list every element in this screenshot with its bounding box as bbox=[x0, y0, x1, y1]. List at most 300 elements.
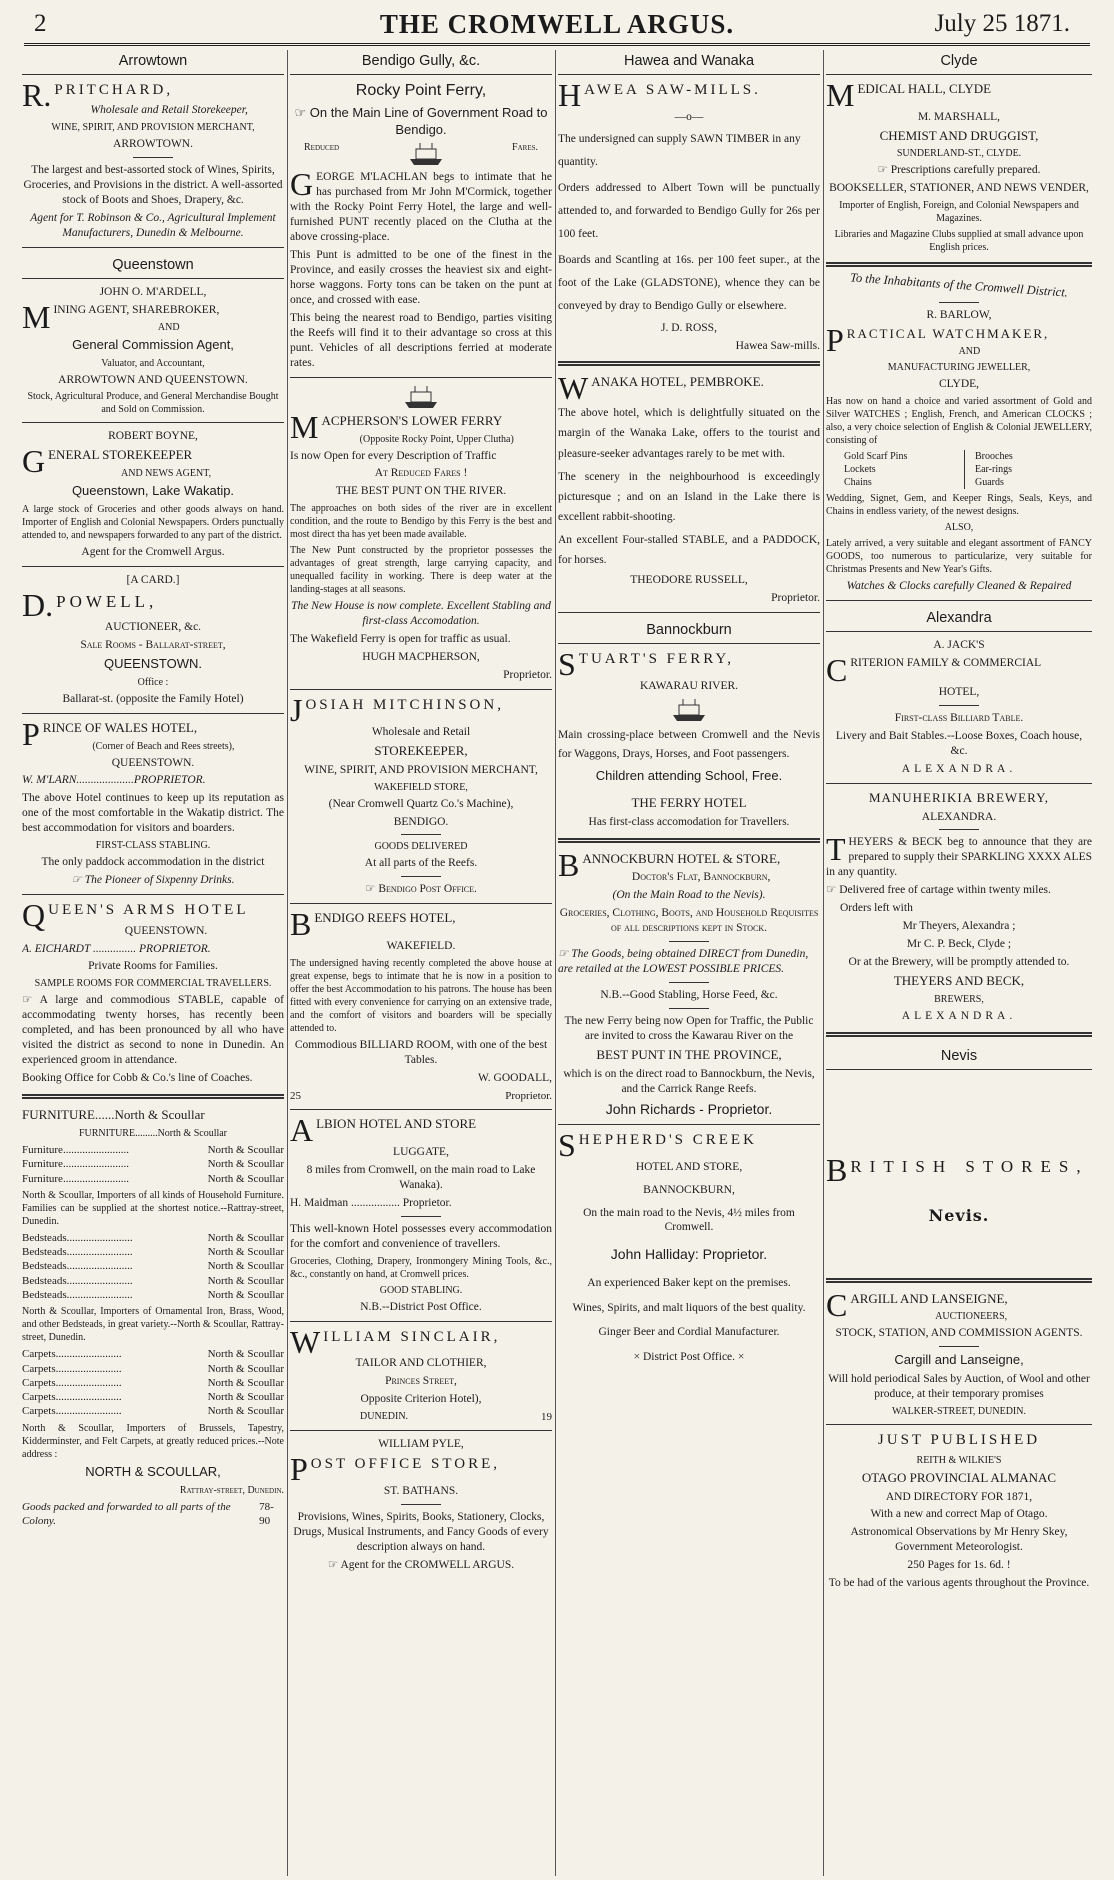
ad-line: THE BEST PUNT ON THE RIVER. bbox=[335, 485, 507, 498]
ad-line: The New House is now complete. Excellent Stabling and first-class Accomodation. bbox=[291, 600, 551, 628]
section-heading-clyde: Clyde bbox=[826, 50, 1092, 75]
item-label: Bedsteads bbox=[22, 1260, 67, 1273]
ad-line: GOODS DELIVERED bbox=[374, 841, 468, 853]
ad-line: Children attending School, Free. bbox=[595, 767, 783, 783]
price-row bbox=[22, 1404, 284, 1418]
divider bbox=[401, 1216, 441, 1217]
ad-line: Proprietor. bbox=[771, 592, 820, 605]
ad-line: WAKEFIELD. bbox=[386, 940, 456, 953]
issue-date: July 25 1871. bbox=[934, 10, 1070, 37]
column-divider bbox=[555, 50, 556, 1876]
leader-dots: ........................ bbox=[55, 1376, 122, 1389]
ad-line: Livery and Bait Stables.--Loose Boxes, Coach house, &c. bbox=[835, 729, 1083, 757]
ad-body: Main crossing-place between Cromwell and the Nevis for Waggons, Drays, Horses, and Foot passengers. bbox=[558, 728, 820, 761]
ad-line: Office : bbox=[137, 676, 169, 688]
carpets-list bbox=[22, 1347, 284, 1418]
drop-cap: P bbox=[22, 715, 40, 752]
list-item: Lockets bbox=[844, 464, 876, 476]
drop-cap: R. bbox=[22, 76, 52, 113]
ad-title: Rocky Point Ferry, bbox=[355, 81, 487, 99]
separator bbox=[558, 1124, 820, 1125]
ad-line: Queenstown, Lake Wakatip. bbox=[71, 483, 235, 499]
ad-body: The New Punt constructed by the proprietor possesses the advantages of great strength, large carrying capacity, and unequalled facility in working. There is deep water at the landing-stages at all seasons. bbox=[290, 545, 552, 596]
separator bbox=[290, 377, 552, 378]
ad-line: TAILOR AND CLOTHIER, bbox=[355, 1357, 487, 1370]
ad-title: ANNOCKBURN HOTEL & STORE, bbox=[582, 850, 781, 866]
ad-line: STOREKEEPER, bbox=[374, 742, 468, 758]
ad-title: RITERION FAMILY & COMMERCIAL bbox=[850, 657, 1042, 670]
drop-cap: P bbox=[826, 321, 844, 358]
newspaper-title: THE CROMWELL ARGUS. bbox=[379, 9, 735, 39]
column-bendigo bbox=[290, 50, 552, 1876]
leader-dots: ........................ bbox=[66, 1260, 133, 1273]
ad-body: The Wakefield Ferry is open for traffic as usual. bbox=[290, 633, 511, 646]
ad-line: Valuator, and Accountant, bbox=[101, 357, 205, 369]
ad-line: WINE, SPIRIT, AND PROVISION MERCHANT, bbox=[304, 763, 538, 776]
ad-title: POWELL, bbox=[56, 592, 158, 612]
ad-body: The undersigned can supply SAWN TIMBER in any quantity. bbox=[558, 132, 801, 168]
ad-line: SUNDERLAND-ST., CLYDE. bbox=[896, 148, 1022, 160]
ad-line: which is on the direct road to Bannockburn, the Nevis, and the Carrick Range Reefs. bbox=[563, 1067, 815, 1095]
ad-mcardell bbox=[22, 285, 284, 417]
ad-line: Has first-class accomodation for Travellers. bbox=[588, 815, 790, 828]
divider bbox=[669, 1008, 709, 1009]
ad-hawea-saw-mills bbox=[558, 76, 820, 354]
ad-line: M. MARSHALL, bbox=[917, 110, 1001, 123]
ad-line: Mr Theyers, Alexandra ; bbox=[902, 920, 1016, 933]
drop-cap: G bbox=[22, 443, 46, 480]
ad-title: RACTICAL WATCHMAKER, bbox=[846, 325, 1050, 341]
ad-line: LUGGATE, bbox=[393, 1146, 449, 1158]
separator bbox=[22, 566, 284, 567]
item-label: Carpets bbox=[22, 1362, 56, 1375]
ad-body: This being the nearest road to Bendigo, parties visiting the Reefs will find it to their advantage so cross at this punt. Vehicles of all descriptions ferried at moderate rates. bbox=[290, 311, 552, 369]
ad-medical-hall bbox=[826, 76, 1092, 255]
ad-title: EDICAL HALL, CLYDE bbox=[857, 80, 992, 96]
ad-line: W. GOODALL, bbox=[478, 1071, 552, 1084]
ad-line: FIRST-CLASS STABLING. bbox=[95, 840, 211, 852]
item-label: Furniture bbox=[22, 1143, 63, 1156]
ad-place: ARROWTOWN. bbox=[113, 138, 193, 151]
ad-line bbox=[290, 105, 552, 139]
price-row bbox=[22, 1245, 284, 1259]
ad-title: PRITCHARD, bbox=[54, 81, 174, 98]
ad-body: EORGE M'LACHLAN begs to intimate that he has purchased from Mr John M'Cormick, together with the Rocky Point Ferry Hotel, the large and well-furnished PUNT recently placed on the Clutha at the above crossing-place. bbox=[290, 171, 552, 244]
section-heading-bannockburn: Bannockburn bbox=[558, 619, 820, 644]
drop-cap: C bbox=[826, 652, 848, 689]
price-row bbox=[22, 1376, 284, 1390]
price-row bbox=[22, 1274, 284, 1288]
item-label: Carpets bbox=[22, 1391, 56, 1404]
ad-line: General Commission Agent, bbox=[72, 336, 234, 352]
item-firm: North & Scoullar bbox=[207, 1158, 284, 1171]
item-label: Bedsteads bbox=[22, 1289, 67, 1301]
drop-cap: B bbox=[290, 906, 312, 943]
ad-line: Booking Office for Cobb & Co.'s line of Coaches. bbox=[22, 1072, 253, 1085]
ad-script-heading: To the Inhabitants of the Cromwell District. bbox=[849, 270, 1069, 300]
ad-line: Cargill and Lanseigne, bbox=[894, 1352, 1024, 1368]
ad-line: Will hold periodical Sales by Auction, of Wool and other produce, at their temporary promises bbox=[828, 1373, 1090, 1401]
ad-just-published bbox=[826, 1431, 1092, 1591]
ad-number: 19 bbox=[541, 1411, 552, 1424]
divider bbox=[401, 1504, 441, 1505]
item-label: Bedsteads bbox=[22, 1231, 67, 1244]
ad-title: ENDIGO REEFS HOTEL, bbox=[314, 910, 456, 926]
list-item: Brooches bbox=[975, 451, 1013, 463]
drop-cap: M bbox=[290, 408, 319, 445]
separator bbox=[826, 1278, 1092, 1283]
ad-body: Boards and Scantling at 16s. per 100 feet super., at the foot of the Lake (GLADSTONE), whence they can be conveyed by dray to Bendigo Gully or elsewhere. bbox=[558, 253, 820, 312]
ad-bendigo-reefs-hotel bbox=[290, 906, 552, 1103]
ad-line: OST OFFICE STORE, bbox=[310, 1456, 501, 1473]
divider bbox=[401, 876, 441, 877]
divider bbox=[133, 157, 173, 158]
item-firm: North & Scoullar bbox=[207, 1289, 284, 1301]
separator bbox=[826, 600, 1092, 601]
ad-line: THE FERRY HOTEL bbox=[631, 794, 747, 810]
ad-line: Sale Rooms - Ballarat-street, bbox=[80, 638, 226, 651]
ad-body: The new Ferry being now Open for Traffic, the Public are invited to cross the Kawarau River on the bbox=[564, 1015, 814, 1042]
ad-line: N.B.--Good Stabling, Horse Feed, &c. bbox=[600, 989, 778, 1002]
ad-line: BREWERS, bbox=[934, 993, 984, 1005]
jewellery-list-left bbox=[844, 450, 965, 489]
drop-cap: J bbox=[290, 692, 303, 729]
pointing-hand-icon: ☞ bbox=[22, 994, 33, 1007]
ad-line: CHEMIST AND DRUGGIST, bbox=[879, 127, 1039, 143]
ad-mitchinson bbox=[290, 692, 552, 897]
bedsteads-list bbox=[22, 1231, 284, 1302]
drop-cap: G bbox=[290, 166, 314, 203]
ad-line: REITH & WILKIE'S bbox=[916, 1454, 1002, 1466]
price-row bbox=[22, 1259, 284, 1273]
pointing-hand-icon: ☞ bbox=[558, 948, 569, 961]
ad-tagline: The Pioneer of Sixpenny Drinks. bbox=[84, 874, 235, 887]
separator bbox=[558, 612, 820, 613]
ad-line: —o— bbox=[674, 110, 704, 123]
ad-line: At all parts of the Reefs. bbox=[364, 857, 478, 870]
ad-line: Private Rooms for Families. bbox=[88, 960, 218, 973]
ad-line: Rattray-street, Dunedin. bbox=[179, 1484, 284, 1496]
drop-cap: M bbox=[22, 298, 51, 335]
ad-line: The only paddock accommodation in the district bbox=[41, 856, 265, 869]
ad-william-pyle bbox=[290, 1437, 552, 1572]
price-row bbox=[22, 1390, 284, 1404]
ad-line: First-class Billiard Table. bbox=[894, 711, 1024, 724]
ad-body: North & Scoullar, Importers of all kinds of Household Furniture. Families can be supplied at the shortest notice.--Rattray-street, Dunedin. bbox=[22, 1189, 284, 1227]
ad-line: (Opposite Rocky Point, Upper Clutha) bbox=[359, 433, 514, 445]
item-label: Bedsteads bbox=[22, 1274, 67, 1287]
item-firm: North & Scoullar bbox=[207, 1348, 284, 1361]
ad-line: Or at the Brewery, will be promptly attended to. bbox=[848, 956, 1070, 968]
ad-line: AND DIRECTORY FOR 1871, bbox=[885, 1490, 1033, 1503]
leader-dots: ........................ bbox=[62, 1172, 129, 1185]
ad-line: QUEENSTOWN. bbox=[111, 756, 195, 769]
ad-line: BANNOCKBURN, bbox=[643, 1183, 735, 1196]
ad-line: AND bbox=[958, 346, 981, 358]
drop-cap: A bbox=[290, 1112, 314, 1149]
list-item: Gold Scarf Pins bbox=[844, 451, 908, 463]
ad-line: AUCTIONEERS, bbox=[935, 1311, 1008, 1323]
separator bbox=[826, 262, 1092, 267]
divider bbox=[939, 302, 979, 303]
ad-line: AND NEWS AGENT, bbox=[121, 468, 212, 480]
ad-line: OTAGO PROVINCIAL ALMANAC bbox=[861, 1469, 1057, 1485]
ad-line: At Reduced Fares ! bbox=[374, 467, 468, 480]
ad-line: BOOKSELLER, STATIONER, AND NEWS VENDER, bbox=[829, 182, 1089, 195]
ad-line bbox=[826, 883, 1092, 898]
ad-body bbox=[22, 993, 284, 1068]
ad-number: 78-90 bbox=[259, 1500, 274, 1527]
ad-line: THEODORE RUSSELL, bbox=[630, 574, 748, 587]
ad-line bbox=[22, 873, 284, 888]
leader-dots: ........................ bbox=[55, 1362, 122, 1375]
ad-title: FURNITURE.........North & Scoullar bbox=[78, 1127, 228, 1139]
ad-stuarts-ferry bbox=[558, 645, 820, 830]
ad-line: SAMPLE ROOMS FOR COMMERCIAL TRAVELLERS. bbox=[34, 978, 272, 990]
leader-dots: ........................ bbox=[62, 1158, 129, 1171]
separator bbox=[290, 689, 552, 690]
ad-title: ANAKA HOTEL, PEMBROKE. bbox=[591, 374, 764, 390]
ad-north-scoullar bbox=[22, 1107, 284, 1528]
ad-macpherson-ferry bbox=[290, 384, 552, 683]
pointing-hand-icon: ☞ bbox=[877, 164, 888, 177]
ad-cargill-lanseigne bbox=[826, 1286, 1092, 1419]
ad-boyne bbox=[22, 429, 284, 560]
item-label: Furniture bbox=[22, 1172, 63, 1185]
column-clyde-alexandra-nevis bbox=[826, 50, 1092, 1876]
separator bbox=[558, 838, 820, 843]
item-firm: North & Scoullar bbox=[207, 1172, 284, 1185]
ferry-icon bbox=[406, 141, 446, 167]
ad-line: Opposite Criterion Hotel), bbox=[360, 1393, 482, 1406]
ferry-icon bbox=[669, 697, 709, 723]
ad-body: North & Scoullar, Importers of Brussels, Tapestry, Kidderminster, and Felt Carpets, at greatly reduced prices.--Note address : bbox=[22, 1422, 284, 1460]
drop-cap: B bbox=[826, 1151, 848, 1188]
drop-cap: S bbox=[558, 645, 576, 682]
ad-title: RITISH STORES, bbox=[850, 1156, 1089, 1176]
ad-criterion-hotel bbox=[826, 638, 1092, 776]
ad-title: OSIAH MITCHINSON, bbox=[305, 697, 504, 714]
drop-cap: M bbox=[826, 76, 855, 113]
item-firm: North & Scoullar bbox=[207, 1391, 284, 1404]
ad-title: WILLIAM PYLE, bbox=[378, 1438, 464, 1451]
section-heading-bendigo: Bendigo Gully, &c. bbox=[290, 50, 552, 75]
drop-cap: H bbox=[558, 76, 582, 113]
ad-body: Groceries, Clothing, Drapery, Ironmongery Mining Tools, &c., &c., constantly on hand, at Cromwell prices. bbox=[290, 1255, 552, 1280]
jewellery-list-right bbox=[965, 450, 1013, 489]
ad-line: MANUFACTURING JEWELLER, bbox=[887, 362, 1031, 374]
pointing-hand-icon: ☞ bbox=[71, 874, 82, 887]
ad-body: An excellent Four-stalled STABLE, and a PADDOCK, for horses. bbox=[558, 534, 820, 567]
column-hawea-bannockburn bbox=[558, 50, 820, 1876]
leader-dots: ........................ bbox=[55, 1405, 122, 1418]
ad-line: HOTEL, bbox=[938, 685, 980, 698]
separator bbox=[290, 1109, 552, 1110]
section-heading-arrowtown: Arrowtown bbox=[22, 50, 284, 75]
pointing-hand-icon: ☞ bbox=[327, 1558, 339, 1571]
ad-line-text: Delivered free of cartage within twenty miles. bbox=[839, 884, 1051, 897]
ad-title: RINCE OF WALES HOTEL, bbox=[42, 719, 198, 735]
ad-line: ST. BATHANS. bbox=[383, 1485, 459, 1498]
price-row bbox=[22, 1288, 284, 1302]
item-firm: North & Scoullar bbox=[207, 1143, 284, 1156]
ad-body: A large stock of Groceries and other goods always on hand. Importer of English and Colonial Newspapers. Orders punctually attended to, and newspapers forwarded to any part of the district. bbox=[22, 504, 284, 542]
ferry-icon bbox=[401, 384, 441, 410]
ad-title: UEEN'S ARMS HOTEL bbox=[48, 902, 249, 919]
ad-subtitle: On the Main Line of Government Road to Bendigo. bbox=[309, 104, 548, 137]
ad-line: On the main road to the Nevis, 4½ miles from Cromwell. bbox=[583, 1206, 795, 1234]
ad-line: Importer of English, Foreign, and Colonial Newspapers and Magazines. bbox=[839, 200, 1079, 225]
ad-line: Doctor's Flat, Bannockburn, bbox=[631, 871, 771, 884]
separator bbox=[290, 903, 552, 904]
ad-line: 8 miles from Cromwell, on the main road to Lake Wanaka). bbox=[306, 1163, 536, 1191]
divider bbox=[669, 982, 709, 983]
page-number: 2 bbox=[34, 10, 47, 37]
masthead bbox=[0, 0, 1114, 42]
leader-dots: ........................ bbox=[62, 1143, 129, 1156]
drop-cap: W bbox=[558, 370, 589, 407]
item-firm: North & Scoullar bbox=[207, 1362, 284, 1375]
ad-line: WINE, SPIRIT, AND PROVISION MERCHANT, bbox=[51, 122, 255, 134]
ad-body: Provisions, Wines, Spirits, Books, Stationery, Clocks, Drugs, Musical Instruments, and Fancy Goods of every description always on hand. bbox=[293, 1511, 549, 1554]
column-divider bbox=[287, 50, 288, 1876]
ad-body-text: A large and commodious STABLE, capable of accommodating twenty horses, has recently been completed, and has been pronounced by all who have visited the district as second to none in Dunedin. An experienced groom in attendance. bbox=[22, 994, 284, 1067]
ad-title: LBION HOTEL AND STORE bbox=[316, 1116, 477, 1132]
ad-line: GOOD STABLING. bbox=[379, 1284, 463, 1296]
divider bbox=[401, 834, 441, 835]
price-row bbox=[22, 1172, 284, 1186]
ad-line: (Near Cromwell Quartz Co.'s Machine), bbox=[328, 797, 514, 810]
ad-line: N.B.--District Post Office. bbox=[360, 1300, 482, 1313]
ad-line: Goods packed and forwarded to all parts of the Colony. bbox=[22, 1500, 231, 1527]
section-heading-queenstown: Queenstown bbox=[22, 254, 284, 279]
ad-body: The scenery in the neighbourhood is exceedingly picturesque ; and on an Island in the Lake there is excellent rabbit-shooting. bbox=[558, 470, 820, 523]
ad-line: Ginger Beer and Cordial Manufacturer. bbox=[598, 1326, 780, 1339]
ad-title: ACPHERSON'S LOWER FERRY bbox=[321, 412, 503, 428]
ad-body: The undersigned having recently completed the above house at great expense, begs to intimate that he is now in a position to offer the best Accommodation to his patrons. The house has been fitted with every convenience for carrying on an extensive trade, and the comfort of visitors and boarders will be specially attended to. bbox=[290, 958, 552, 1035]
ad-line-text: Bendigo Post Office. bbox=[378, 883, 477, 896]
ad-title: ROBERT BOYNE, bbox=[108, 430, 198, 443]
ad-line: Reduced bbox=[304, 142, 340, 154]
separator bbox=[22, 713, 284, 714]
ad-line: Is now Open for every Description of Traffic bbox=[290, 449, 497, 462]
drop-cap: T bbox=[826, 831, 846, 868]
ad-line: BEST PUNT IN THE PROVINCE, bbox=[596, 1046, 782, 1062]
ad-line: Princes Street, bbox=[385, 1375, 457, 1388]
ad-line: With a new and correct Map of Otago. bbox=[870, 1508, 1048, 1521]
item-firm: North & Scoullar bbox=[207, 1376, 284, 1389]
separator bbox=[22, 1094, 284, 1099]
separator bbox=[290, 1321, 552, 1322]
ad-title: HEPHERD'S CREEK bbox=[578, 1131, 757, 1148]
ad-label: [A CARD.] bbox=[126, 574, 180, 587]
item-firm: North & Scoullar bbox=[207, 1274, 284, 1287]
ad-body: Agent for T. Robinson & Co., Agricultural Implement Manufacturers, Dunedin & Melbourne. bbox=[30, 212, 276, 239]
ad-line: HOTEL AND STORE, bbox=[635, 1160, 743, 1173]
ad-subtitle: Wholesale and Retail Storekeeper, bbox=[90, 104, 248, 117]
ad-line: BENDIGO. bbox=[393, 815, 449, 828]
price-row bbox=[22, 1347, 284, 1361]
ad-line: ENERAL STOREKEEPER bbox=[48, 447, 193, 463]
ad-title: ARGILL AND LANSEIGNE, bbox=[850, 1290, 1008, 1306]
drop-cap: P bbox=[290, 1451, 308, 1488]
divider bbox=[939, 705, 979, 706]
ad-line: THEYERS AND BECK, bbox=[893, 972, 1025, 988]
drop-cap: D. bbox=[22, 587, 54, 624]
ad-body: The largest and best-assorted stock of Wines, Spirits, Groceries, and Provisions in the district. A well-assorted stock of Boots and Shoes, Drapery, &c. bbox=[23, 164, 283, 207]
ad-line-text: Agent for the CROMWELL ARGUS. bbox=[340, 1558, 515, 1571]
price-row bbox=[22, 1231, 284, 1245]
item-label: Furniture bbox=[22, 1158, 63, 1171]
ad-title: ILLIAM SINCLAIR, bbox=[323, 1328, 501, 1345]
ad-line: Nevis. bbox=[928, 1205, 990, 1225]
furniture-list bbox=[22, 1143, 284, 1186]
ad-body: The above Hotel continues to keep up its reputation as one of the most comfortable in the Wakatip district. The best accommodation for visitors and boarders. bbox=[22, 792, 284, 835]
ad-line-text: The Goods, being obtained DIRECT from Dunedin, are retailed at the LOWEST POSSIBLE PRICES. bbox=[558, 948, 809, 976]
drop-cap: Q bbox=[22, 897, 46, 934]
ad-line: × District Post Office. × bbox=[633, 1351, 745, 1364]
section-heading-hawea: Hawea and Wanaka bbox=[558, 50, 820, 75]
ad-line: Proprietor. bbox=[505, 1089, 552, 1102]
ad-title: TUART'S FERRY, bbox=[578, 650, 735, 667]
ad-line: STOCK, STATION, AND COMMISSION AGENTS. bbox=[835, 1327, 1083, 1340]
ad-line-text: Prescriptions carefully prepared. bbox=[890, 164, 1041, 177]
separator bbox=[22, 422, 284, 423]
ad-line: WALKER-STREET, DUNEDIN. bbox=[892, 1406, 1026, 1418]
leader-dots: ........................ bbox=[66, 1289, 133, 1301]
ad-line: HUGH MACPHERSON, bbox=[362, 651, 480, 664]
separator bbox=[22, 894, 284, 895]
ad-body: Agent for the Cromwell Argus. bbox=[81, 546, 225, 559]
ad-title: JUST PUBLISHED bbox=[877, 1432, 1041, 1449]
column-divider bbox=[823, 50, 824, 1876]
ad-line: Groceries, Clothing, Boots, and Household Requisites of all descriptions kept in Stock. bbox=[559, 907, 819, 935]
ad-title: MANUHERIKIA BREWERY, bbox=[868, 789, 1050, 805]
ad-line: Proprietor. bbox=[503, 669, 552, 682]
ad-queens-arms bbox=[22, 897, 284, 1086]
ad-body: HEYERS & BECK beg to announce that they are prepared to supply their SPARKLING XXXX ALES in any quantity. bbox=[826, 836, 1092, 879]
ad-line bbox=[290, 882, 552, 897]
ad-line: A. EICHARDT ............... PROPRIETOR. bbox=[22, 942, 211, 955]
ad-line: Astronomical Observations by Mr Henry Skey, Government Meteorologist. bbox=[850, 1526, 1068, 1554]
ad-line: Wines, Spirits, and malt liquors of the best quality. bbox=[572, 1301, 806, 1314]
ad-line: Fares. bbox=[512, 142, 538, 154]
ad-line: ALEXANDRA. bbox=[901, 1009, 1017, 1022]
ad-line: ARROWTOWN AND QUEENSTOWN. bbox=[58, 373, 248, 386]
separator bbox=[290, 1430, 552, 1431]
leader-dots: ........................ bbox=[66, 1231, 133, 1244]
pointing-hand-icon: ☞ bbox=[294, 104, 307, 120]
pointing-hand-icon: ☞ bbox=[365, 883, 376, 896]
ad-line: Libraries and Magazine Clubs supplied at small advance upon English prices. bbox=[834, 229, 1084, 254]
ad-line: Orders left with bbox=[840, 902, 913, 915]
section-heading-alexandra: Alexandra bbox=[826, 607, 1092, 632]
ad-line: ALSO, bbox=[944, 522, 974, 534]
ad-powell bbox=[22, 587, 284, 707]
leader-dots: ........................ bbox=[55, 1391, 122, 1404]
ad-british-stores bbox=[826, 1076, 1092, 1270]
ad-line: Ballarat-st. (opposite the Family Hotel) bbox=[62, 692, 244, 705]
ad-rocky-point-ferry bbox=[290, 81, 552, 371]
ad-line: W. M'LARN....................PROPRIETOR. bbox=[22, 774, 206, 787]
ad-pritchard bbox=[22, 76, 284, 241]
ad-body: North & Scoullar, Importers of Ornamental Iron, Brass, Wood, and other Bedsteads, in great variety.--North & Scoullar, Rattray-street, Dunedin. bbox=[22, 1306, 284, 1344]
ad-line bbox=[290, 1558, 552, 1573]
ad-line bbox=[826, 163, 1092, 178]
ad-line: To be had of the various agents throughout the Province. bbox=[828, 1577, 1090, 1590]
ad-line: Wholesale and Retail bbox=[371, 725, 471, 738]
ad-line: (On the Main Road to the Nevis). bbox=[612, 889, 766, 902]
